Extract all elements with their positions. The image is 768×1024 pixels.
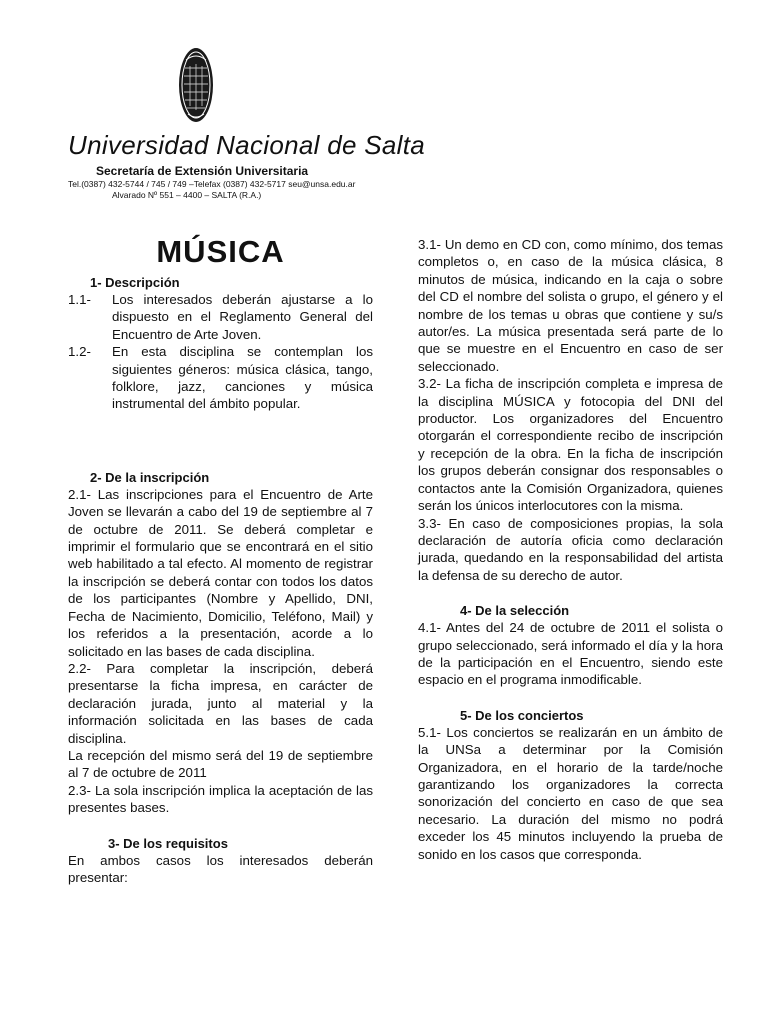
section-heading-inscripcion: 2- De la inscripción [90, 469, 210, 485]
document-title: MÚSICA [156, 234, 285, 269]
paragraph-5-1: 5.1- Los conciertos se realizarán en un ámbito de la UNSa a determinar por la Comisión Organizadora, en el horario de la tarde/noche garantizando los organizadores la correcta sonorización del concierto en caso de que sea necesario. La duración del mismo no podrá exceder los 45 minutos incluyendo la prueba de sonido en los casos que corresponda. [418, 724, 723, 862]
item-text: Los interesados deberán ajustarse a lo dispuesto en el Reglamento General del Encuentro de Arte Joven. [112, 292, 373, 342]
list-item [68, 291, 373, 343]
paragraph-requisitos-intro: En ambos casos los interesados deberán presentar: [68, 852, 373, 885]
right-column [418, 236, 723, 863]
university-seal-logo [178, 46, 214, 124]
item-number: 1.1- [68, 292, 91, 307]
left-column [68, 232, 373, 886]
paragraph-4-1: 4.1- Antes del 24 de octubre de 2011 el solista o grupo seleccionado, será informado el día y la hora de la participación en el Encuentro, siendo este espacio en el programa inmodificable. [418, 620, 723, 688]
paragraph-2-2: 2.2- Para completar la inscripción, deberá presentarse la ficha impresa, en carácter de declaración jurada, junto al material y la información solicitada en las bases de cada disciplina. [68, 660, 373, 746]
section-heading-requisitos: 3- De los requisitos [108, 835, 228, 851]
paragraph-3-2: 3.2- La ficha de inscripción completa e impresa de la disciplina MÚSICA y fotocopia del DNI del productor. Los organizadores del Encuentro otorgarán el correspondiente recibo de inscripción y recepción de la obra. En la ficha de inscripción los grupos deberán consignar dos responsables o contactos ante la Comisión Organizadora, quienes serán los únicos interlocutores con la misma. [418, 376, 723, 514]
section-heading-conciertos: 5- De los conciertos [460, 707, 584, 723]
paragraph-recepcion: La recepción del mismo será del 19 de septiembre al 7 de octubre de 2011 [68, 747, 373, 781]
section-heading-seleccion: 4- De la selección [460, 603, 570, 619]
section-heading-descripcion: 1- Descripción [90, 275, 180, 290]
item-number: 1.2- [68, 344, 91, 360]
list-item [68, 343, 373, 413]
paragraph-3-1: 3.1- Un demo en CD con, como mínimo, dos temas completos o, en caso de la música clásica, 8 minutos de música, indicando en la caja o sobre del CD el nombre del solista o grupo, el género y el nombre de los temas u obras que contiene y su/s autor/es. La música presentada será parte de lo que se muestre en el Encuentro en caso de ser seleccionado. [418, 237, 723, 374]
paragraph-2-3: 2.3- La sola inscripción implica la aceptación de las presentes bases. [68, 782, 373, 816]
paragraph-2-1: 2.1- Las inscripciones para el Encuentro de Arte Joven se llevarán a cabo del 19 de septiembre al 7 de octubre de 2011. Se deberá completar e imprimir el formulario que se encontrará en el sitio web habilitado a tal efecto. Al momento de registrar la inscripción se deberá contar con todos los datos de los participantes (Nombre y Apellido, DNI, Fecha de Nacimiento, Domicilio, Teléfono, Mail) y los referidos a la presentación, acorde a lo solicitado en las bases de cada disciplina. [68, 486, 373, 659]
institution-name: Universidad Nacional de Salta [68, 130, 426, 160]
item-text: En esta disciplina se contemplan los siguientes géneros: música clásica, tango, folklore, jazz, canciones y música instrumental del ámbito popular. [112, 344, 373, 412]
contact-line: Tel.(0387) 432-5744 / 745 / 749 –Telefax (0387) 432-5717 seu@unsa.edu.ar [68, 179, 356, 189]
paragraph-3-3: 3.3- En caso de composiciones propias, la sola declaración de autoría oficia como declaración jurada, quedando en la responsabilidad del artista la defensa de su derecho de autor. [418, 515, 723, 583]
department-name: Secretaría de Extensión Universitaria [96, 164, 309, 178]
address-line: Alvarado Nº 551 – 4400 – SALTA (R.A.) [112, 190, 262, 200]
